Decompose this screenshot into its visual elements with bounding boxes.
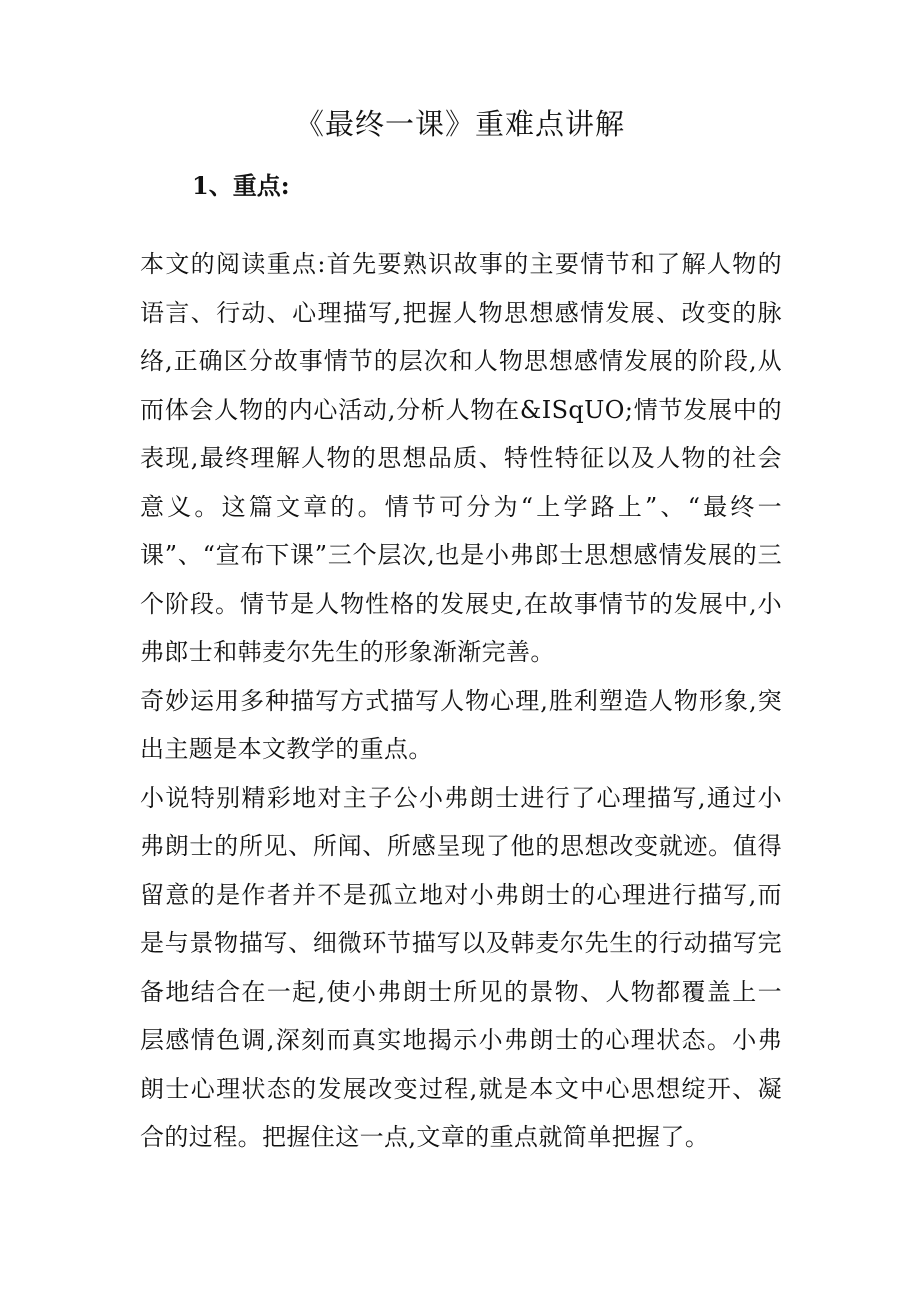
body-text: [140, 240, 782, 1162]
section-heading: 1、重点:: [192, 171, 290, 200]
paragraph-1: 本文的阅读重点:首先要熟识故事的主要情节和了解人物的语言、行动、心理描写,把握人物思想感情发展、改变的脉络,正确区分故事情节的层次和人物思想感情发展的阶段,从而体会人物的内心活动,分析人物在&ISqUO;情节发展中的表现,最终理解人物的思想品质、特性特征以及人物的社会意义。这篇文章的。情节可分为“上学路上”、“最终一课”、“宣布下课”三个层次,也是小弗郎士思想感情发展的三个阶段。情节是人物性格的发展史,在故事情节的发展中,小弗郎士和韩麦尔先生的形象渐渐完善。: [140, 250, 782, 666]
page-title: 《最终一课》重难点讲解: [294, 107, 625, 141]
paragraph-3: 小说特别精彩地对主子公小弗朗士进行了心理描写,通过小弗朗士的所见、所闻、所感呈现了他的思想改变就迹。值得留意的是作者并不是孤立地对小弗朗士的心理进行描写,而是与景物描写、细微环节描写以及韩麦尔先生的行动描写完备地结合在一起,使小弗朗士所见的景物、人物都覆盖上一层感情色调,深刻而真实地揭示小弗朗士的心理状态。小弗朗士心理状态的发展改变过程,就是本文中心思想绽开、凝合的过程。把握住这一点,文章的重点就简单把握了。: [140, 783, 782, 1151]
paragraph-2: 奇妙运用多种描写方式描写人物心理,胜利塑造人物形象,突出主题是本文教学的重点。: [140, 686, 782, 763]
